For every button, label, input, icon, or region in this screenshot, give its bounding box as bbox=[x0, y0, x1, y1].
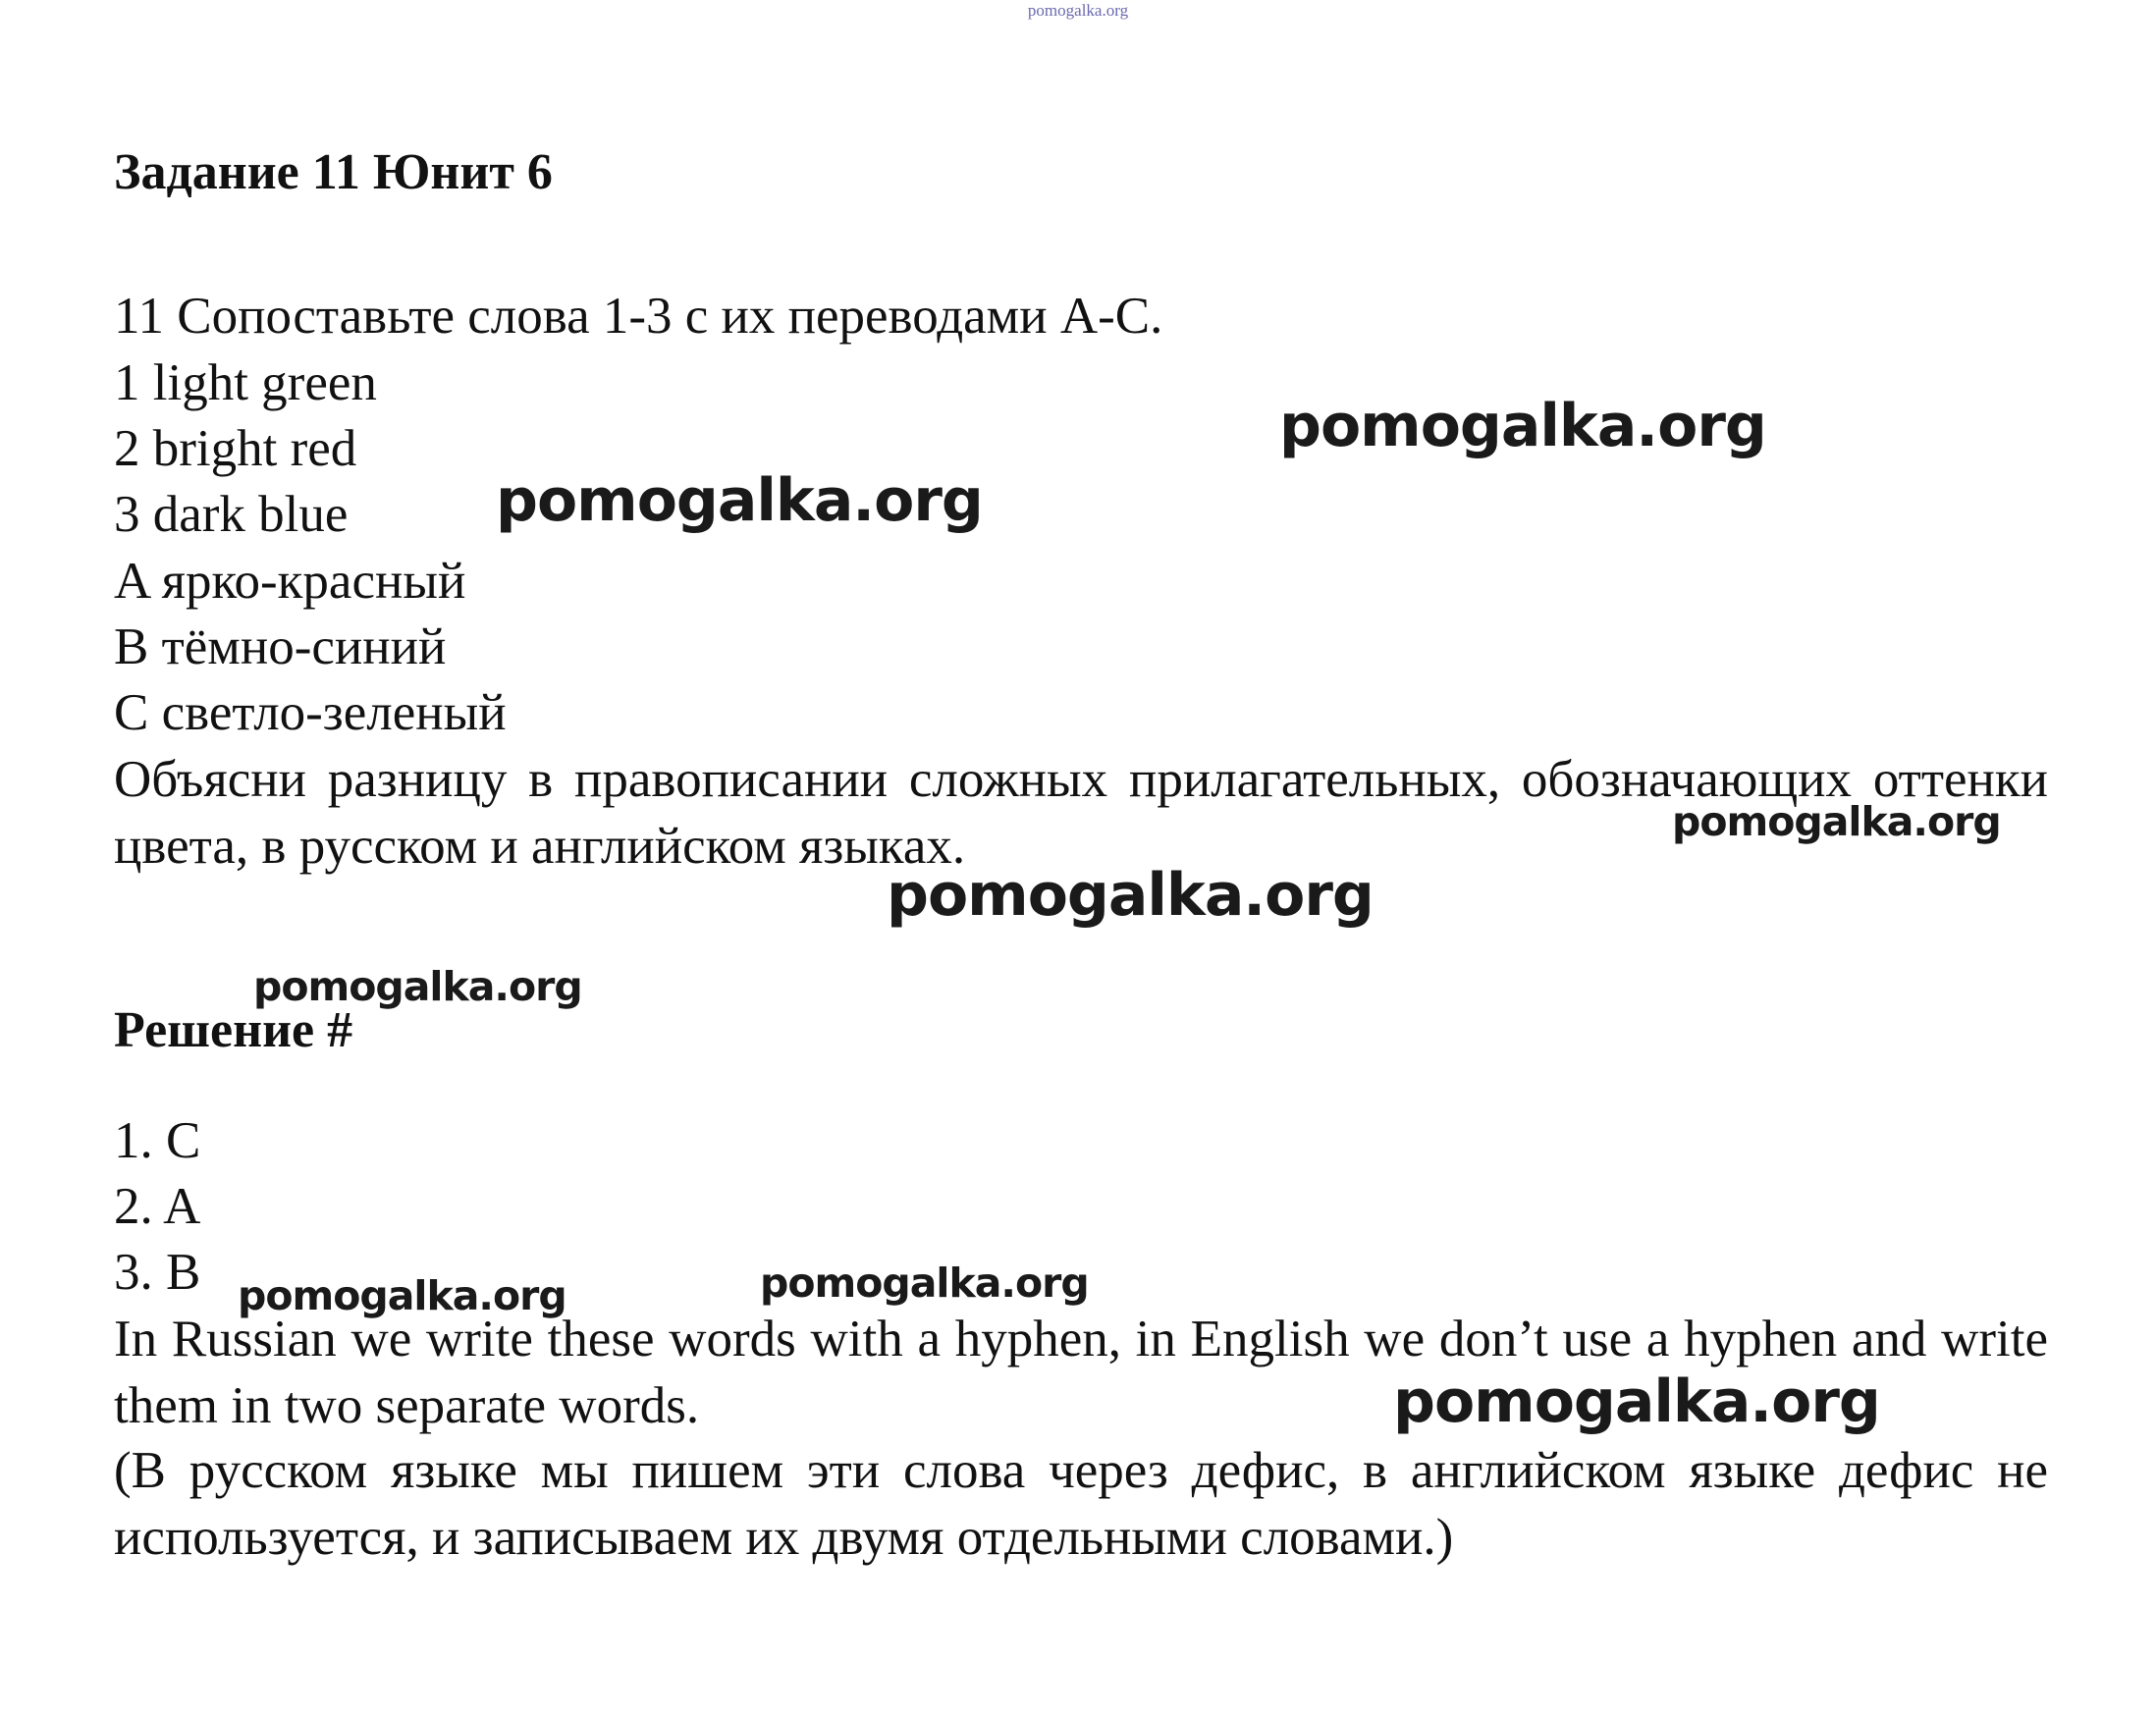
watermark: pomogalka.org bbox=[238, 1272, 566, 1319]
solution-russian: (В русском языке мы пишем эти слова через дефис, в английском языке дефис не используется, и записываем их двумя отдельными словами.) bbox=[114, 1442, 2048, 1566]
translation-item-c: C светло-зеленый bbox=[114, 684, 507, 741]
answer-item-1: 1. C bbox=[114, 1112, 201, 1169]
translation-item-b: B тёмно-синий bbox=[114, 618, 447, 675]
answer-item-3: 3. B bbox=[114, 1244, 201, 1301]
task-title: Задание 11 Юнит 6 bbox=[114, 144, 553, 200]
answer-item-2: 2. A bbox=[114, 1178, 201, 1235]
top-watermark: pomogalka.org bbox=[1027, 1, 1129, 20]
watermark: pomogalka.org bbox=[1393, 1367, 1880, 1436]
translation-item-a: A ярко-красный bbox=[114, 553, 466, 610]
task-question: Объясни разницу в правописании сложных прилагательных, обозначающих оттенки цвета, в русском и английском языках. bbox=[114, 751, 2048, 875]
solution-english: In Russian we write these words with a hyphen, in English we don’t use a hyphen and write them in two separate words. bbox=[114, 1311, 2048, 1434]
watermark: pomogalka.org bbox=[1672, 798, 2001, 845]
word-item-3: 3 dark blue bbox=[114, 486, 349, 543]
solution-title: Решение # bbox=[114, 1002, 353, 1058]
watermark: pomogalka.org bbox=[760, 1259, 1089, 1307]
watermark: pomogalka.org bbox=[1279, 392, 1766, 460]
watermark: pomogalka.org bbox=[496, 466, 983, 535]
task-instruction: 11 Сопоставьте слова 1-3 с их переводами A-C. bbox=[114, 288, 1163, 345]
watermark: pomogalka.org bbox=[887, 861, 1374, 930]
watermark: pomogalka.org bbox=[253, 963, 582, 1010]
word-item-1: 1 light green bbox=[114, 354, 377, 411]
word-item-2: 2 bright red bbox=[114, 420, 357, 477]
